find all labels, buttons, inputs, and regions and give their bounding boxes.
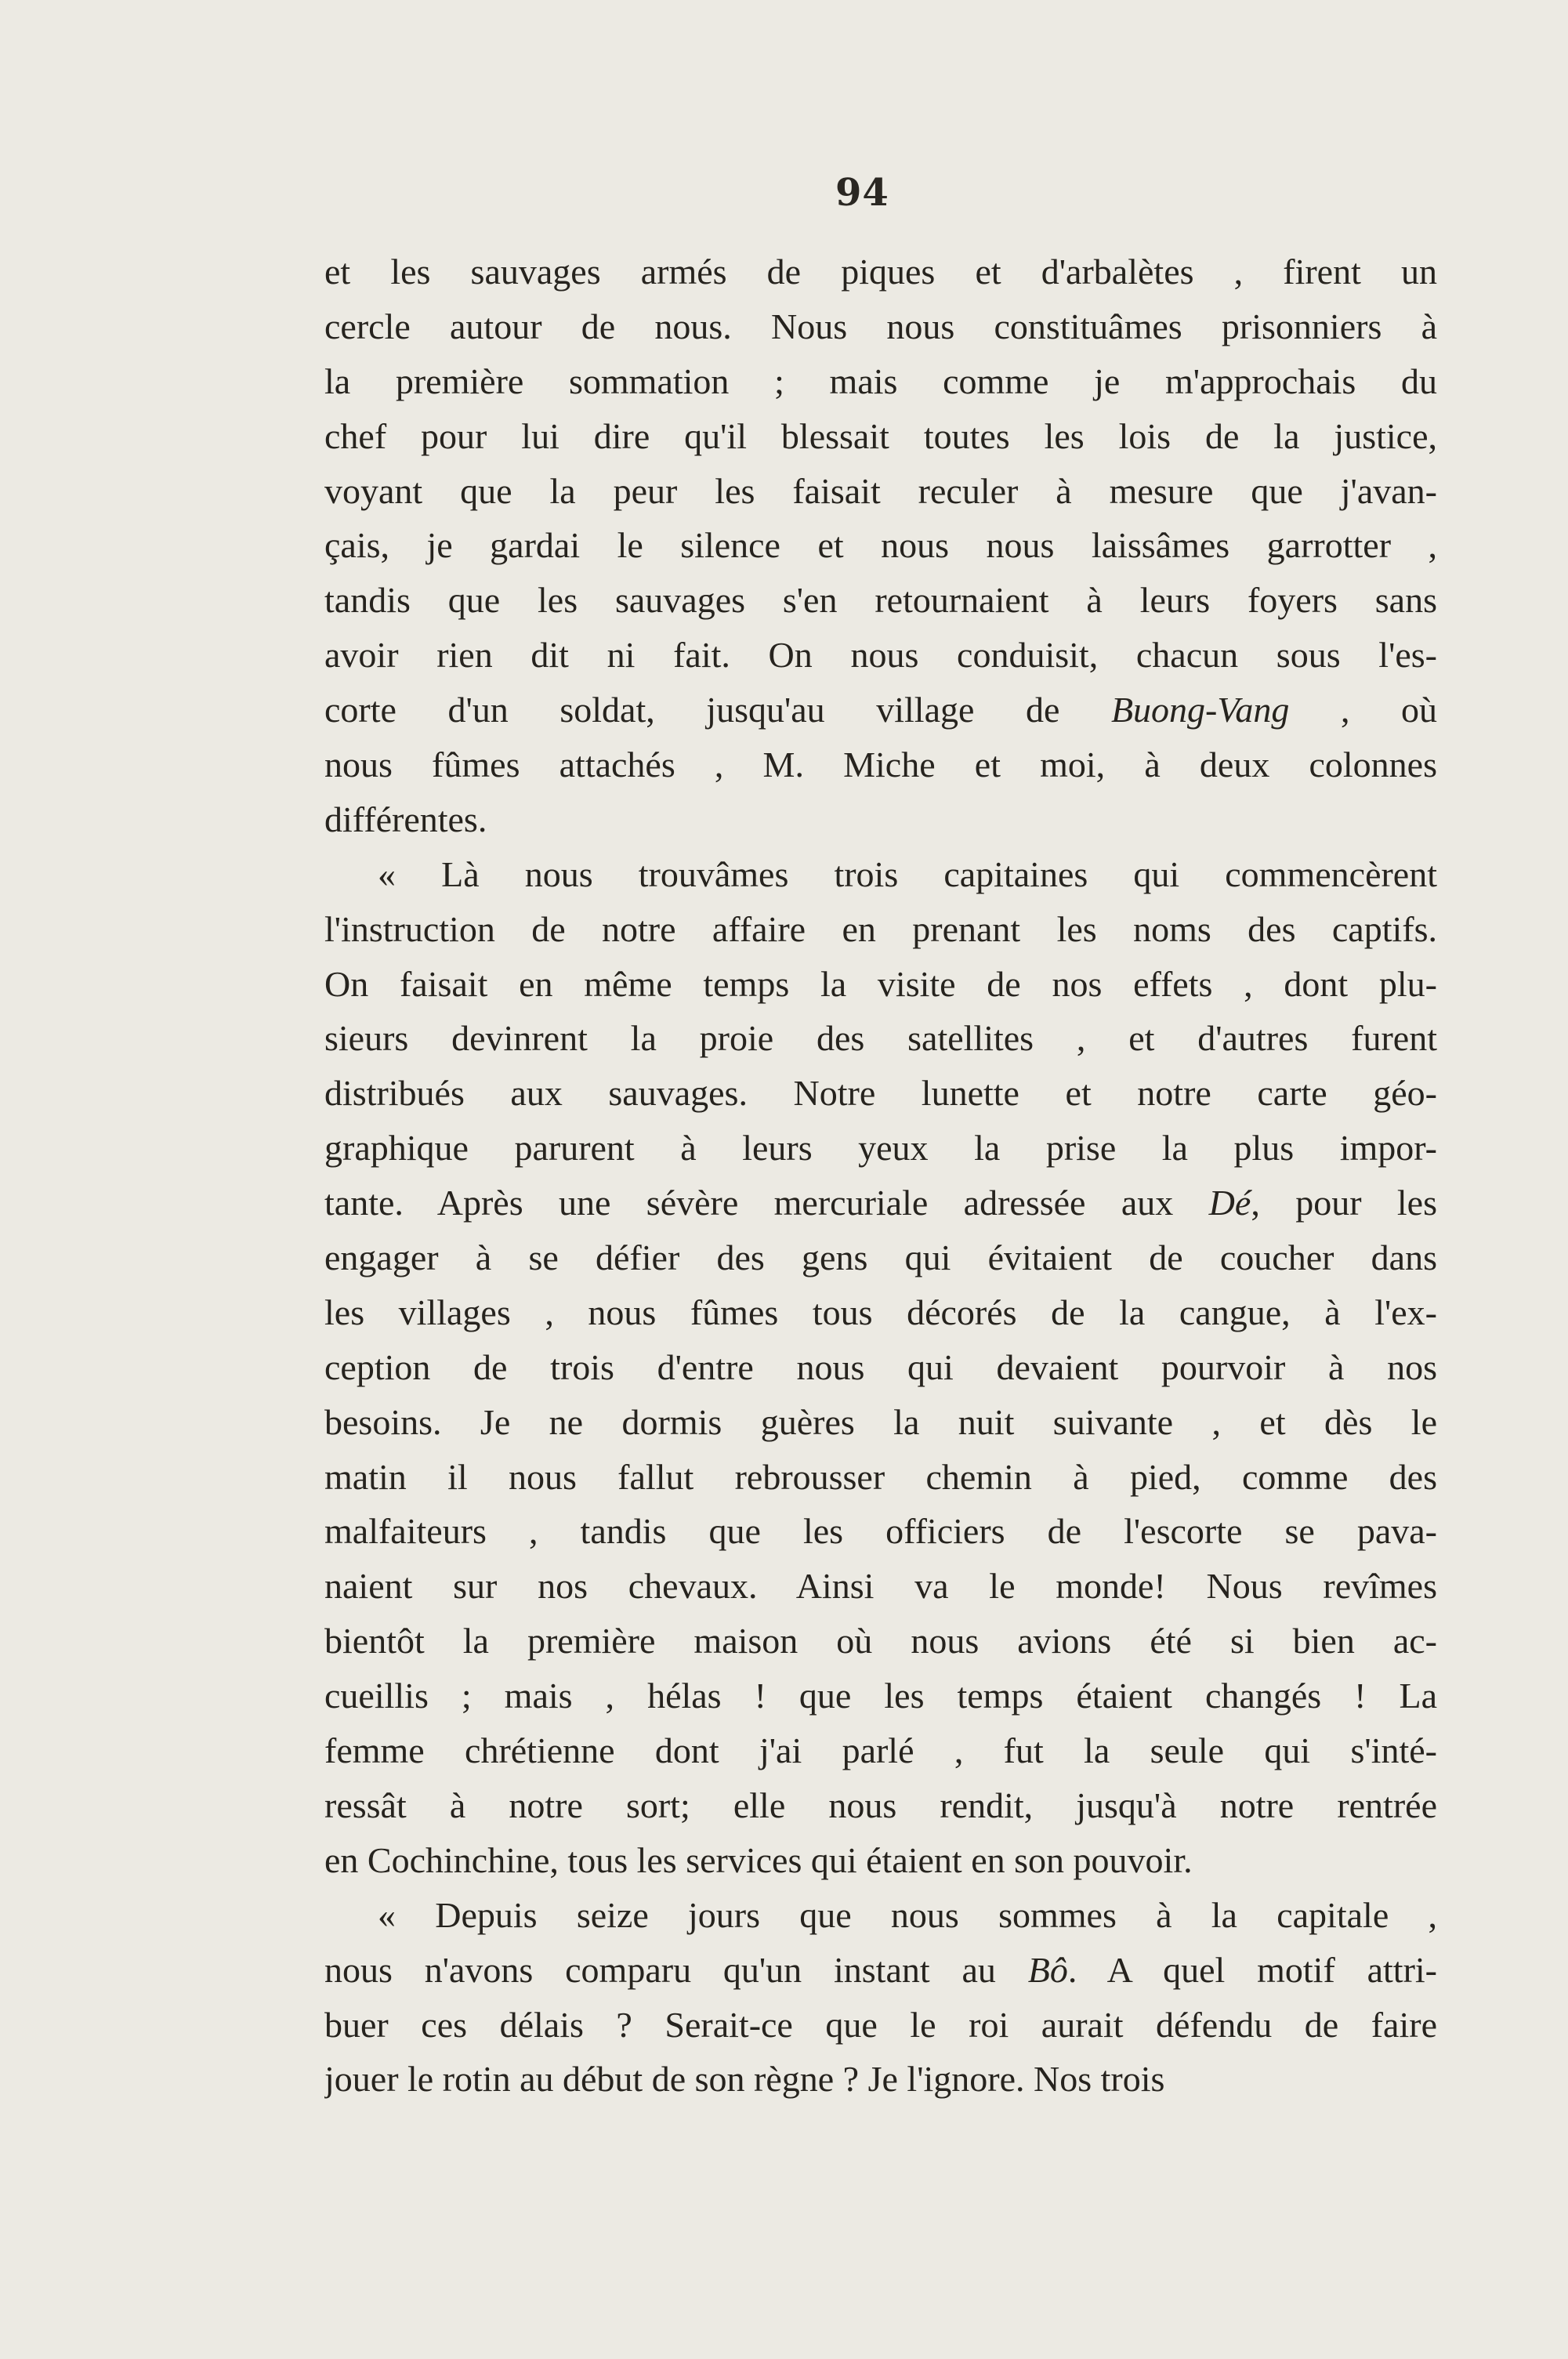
- text-line: jouer le rotin au début de son règne ? Je l'ignore. Nos trois: [324, 2059, 1165, 2100]
- text-segment: nous n'avons comparu qu'un instant au: [324, 1949, 1028, 1990]
- text-line: « Là nous trouvâmes trois capitaines qui commencèrent: [378, 853, 1437, 894]
- text-line: naient sur nos chevaux. Ainsi va le monde! Nous revîmes: [324, 1566, 1437, 1607]
- text-line: tandis que les sauvages s'en retournaient à leurs foyers sans: [324, 580, 1437, 621]
- text-line: distribués aux sauvages. Notre lunette et notre carte géo-: [324, 1073, 1437, 1114]
- italic-term: Bô: [1027, 1949, 1068, 1990]
- text-line: malfaiteurs , tandis que les officiers de l'escorte se pava-: [324, 1511, 1437, 1552]
- text-line: avoir rien dit ni fait. On nous conduisit, chacun sous l'es-: [324, 635, 1437, 676]
- text-line: [324, 1176, 1437, 1230]
- body-text: [324, 245, 1437, 2107]
- page-number: 94: [835, 171, 889, 215]
- text-line: bientôt la première maison où nous avions été si bien ac-: [324, 1621, 1437, 1661]
- text-line: différentes.: [324, 799, 487, 839]
- text-line: cueillis ; mais , hélas ! que les temps étaient changés ! La: [324, 1676, 1437, 1716]
- text-line: nous fûmes attachés , M. Miche et moi, à deux colonnes: [324, 745, 1437, 785]
- text-line: voyant que la peur les faisait reculer à mesure que j'avan-: [324, 470, 1437, 511]
- text-segment: tante. Après une sévère mercuriale adressée aux: [324, 1183, 1209, 1223]
- text-line: matin il nous fallut rebrousser chemin à pied, comme des: [324, 1456, 1437, 1497]
- text-line: l'instruction de notre affaire en prenant les noms des captifs.: [324, 908, 1437, 949]
- text-line: [324, 683, 1437, 737]
- text-line: graphique parurent à leurs yeux la prise la plus impor-: [324, 1128, 1437, 1169]
- text-line: besoins. Je ne dormis guères la nuit suivante , et dès le: [324, 1401, 1437, 1442]
- text-line: les villages , nous fûmes tous décorés de la cangue, à l'ex-: [324, 1292, 1437, 1332]
- text-line: « Depuis seize jours que nous sommes à la capitale ,: [378, 1894, 1437, 1935]
- text-segment: , où: [1289, 690, 1437, 730]
- text-line: chef pour lui dire qu'il blessait toutes les lois de la justice,: [324, 415, 1437, 456]
- text-line: sieurs devinrent la proie des satellites , et d'autres furent: [324, 1018, 1437, 1059]
- italic-term: Dé: [1208, 1183, 1251, 1223]
- text-line: engager à se défier des gens qui évitaient de coucher dans: [324, 1237, 1437, 1278]
- text-line: et les sauvages armés de piques et d'arbalètes , firent un: [324, 252, 1437, 292]
- text-line: en Cochinchine, tous les services qui étaient en son pouvoir.: [324, 1839, 1193, 1880]
- text-line: buer ces délais ? Serait-ce que le roi aurait défendu de faire: [324, 2004, 1437, 2045]
- text-line: çais, je gardai le silence et nous nous laissâmes garrotter ,: [324, 525, 1437, 566]
- text-segment: corte d'un soldat, jusqu'au village de: [324, 690, 1111, 730]
- text-line: cercle autour de nous. Nous nous constituâmes prisonniers à: [324, 306, 1437, 346]
- text-line: ception de trois d'entre nous qui devaient pourvoir à nos: [324, 1346, 1437, 1387]
- text-segment: . A quel motif attri-: [1067, 1949, 1437, 1990]
- italic-term: Buong-Vang: [1110, 690, 1290, 730]
- text-segment: , pour les: [1251, 1183, 1437, 1223]
- text-line: la première sommation ; mais comme je m'approchais du: [324, 361, 1437, 401]
- text-line: femme chrétienne dont j'ai parlé , fut la seule qui s'inté-: [324, 1730, 1437, 1771]
- text-line: On faisait en même temps la visite de nos effets , dont plu-: [324, 963, 1437, 1004]
- text-line: [324, 1943, 1437, 1998]
- text-line: ressât à notre sort; elle nous rendit, jusqu'à notre rentrée: [324, 1785, 1437, 1825]
